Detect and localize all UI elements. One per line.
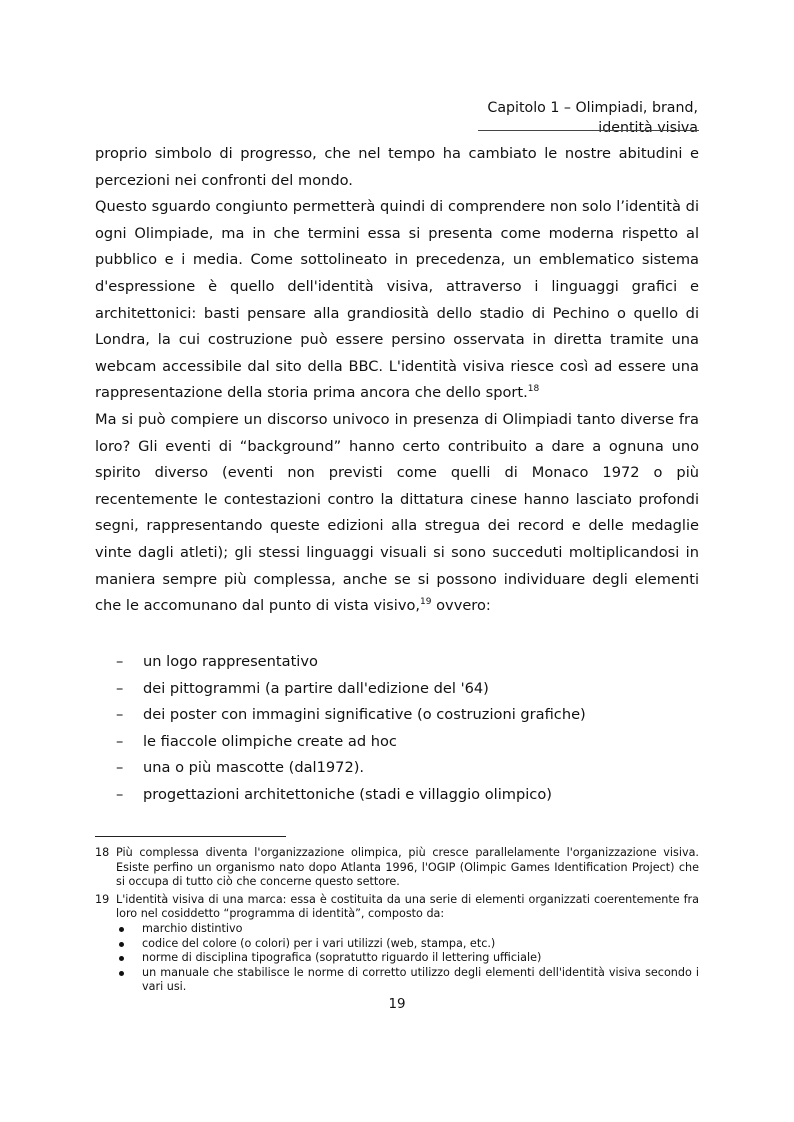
dash-marker: – — [116, 679, 124, 697]
footnote-bullet-text: norme di disciplina tipografica (sopratutto riguardo il lettering ufficiale) — [142, 951, 542, 965]
footnote-number: 19 — [95, 892, 110, 906]
paragraph-3 — [95, 407, 699, 620]
dash-marker: – — [116, 732, 124, 750]
paragraph-2 — [95, 194, 699, 407]
list-item-text: dei pittogrammi (a partire dall'edizione del '64) — [143, 679, 489, 697]
page-number: 19 — [388, 997, 406, 1012]
bullet-icon — [119, 927, 124, 932]
footnote-bullet-text: marchio distintivo — [142, 921, 243, 935]
paragraph-2-text: Questo sguardo congiunto permetterà quindi di comprendere non solo l’identità di ogni Olimpiade, ma in che termini essa si presenta come moderna rispetto al pubblico e i media. Come sottolineato in precedenza, un emblematico sistema d'espressione è quello dell'identità visiva, attraverso i linguaggi grafici e architettonici: basti pensare alla grandiosità dello stadio di Pechino o quello di Londra, la cui costruzione può essere persino osservata in diretta tramite una webcam accessibile dal sito della BBC. L'identità visiva riesce così ad essere una rappresentazione della storia prima ancora che dello sport. — [95, 198, 699, 402]
footnotes — [95, 846, 699, 998]
bullet-icon — [119, 942, 124, 947]
footnote-18 — [95, 846, 699, 890]
list-item — [116, 782, 699, 809]
list-item-text: progettazioni architettoniche (stadi e villaggio olimpico) — [143, 785, 552, 803]
list-item-text: le fiaccole olimpiche create ad hoc — [143, 732, 397, 750]
footnote-bullet-item — [116, 966, 699, 995]
footnote-bullet-item — [116, 951, 699, 966]
list-item — [116, 755, 699, 782]
footnote-ref-18[interactable]: 18 — [527, 384, 540, 395]
list-item-text: un logo rappresentativo — [143, 653, 318, 670]
list-item — [116, 676, 699, 703]
footnote-separator — [95, 836, 286, 837]
running-header — [478, 98, 698, 138]
list-item — [116, 649, 699, 676]
dash-marker: – — [116, 785, 124, 803]
footnote-ref-19[interactable]: 19 — [420, 597, 432, 608]
list-item — [116, 729, 699, 756]
list-item-text: dei poster con immagini significative (o costruzioni grafiche) — [143, 706, 586, 724]
footnote-text: Più complessa diventa l'organizzazione olimpica, più cresce parallelamente l'organizzazione visiva. Esiste perfino un organismo nato dopo Atlanta 1996, l'OGIP (Olimpic Games Identification Project) che si occupa di tutto ciò che concerne questo settore. — [116, 846, 699, 889]
visual-elements-list — [116, 649, 699, 809]
footnote-number: 18 — [95, 846, 110, 859]
list-item — [116, 702, 699, 729]
footnote-19 — [95, 893, 699, 995]
header-rule — [478, 130, 699, 131]
bullet-icon — [119, 971, 124, 976]
running-title: Capitolo 1 – Olimpiadi, brand, identità visiva — [487, 100, 698, 136]
dash-marker: – — [116, 706, 124, 724]
dash-marker: – — [116, 653, 124, 670]
footnote-text: L'identità visiva di una marca: essa è costituita da una serie di elementi organizzati coerentemente fra loro nel cosiddetto “programma di identità”, composto da: — [116, 892, 699, 921]
paragraph-3-text: Ma si può compiere un discorso univoco in presenza di Olimpiadi tanto diverse fra loro? Gli eventi di “background” hanno certo contribuito a dare a ognuna uno spirito diverso (eventi non previsti come quelli di Monaco 1972 o più recentemente le contestazioni contro la dittatura cinese hanno lasciato profondi segni, rappresentando queste edizioni alla stregua dei record e delle medaglie vinte dagli atleti); gli stessi linguaggi visuali si sono succeduti moltiplicandosi in maniera sempre più complessa, anche se si possono individuare degli elementi che le accomunano dal punto di vista visivo, — [95, 410, 699, 615]
list-item-text: una o più mascotte (dal1972). — [143, 759, 365, 777]
footnote-bullet-text: codice del colore (o colori) per i vari utilizzi (web, stampa, etc.) — [142, 936, 496, 950]
footnote-bullet-item — [116, 937, 699, 952]
footnote-bullet-text: un manuale che stabilisce le norme di corretto utilizzo degli elementi dell'identità visiva secondo i vari usi. — [142, 965, 699, 994]
paragraph-3-tail: ovvero: — [431, 597, 491, 615]
paragraph-1: proprio simbolo di progresso, che nel tempo ha cambiato le nostre abitudini e percezioni nei confronti del mondo. — [95, 145, 699, 189]
bullet-icon — [119, 956, 124, 961]
footnote-bullet-item — [116, 922, 699, 937]
main-text — [95, 141, 699, 620]
dash-marker: – — [116, 759, 124, 777]
footnote-bullet-list — [116, 922, 699, 995]
